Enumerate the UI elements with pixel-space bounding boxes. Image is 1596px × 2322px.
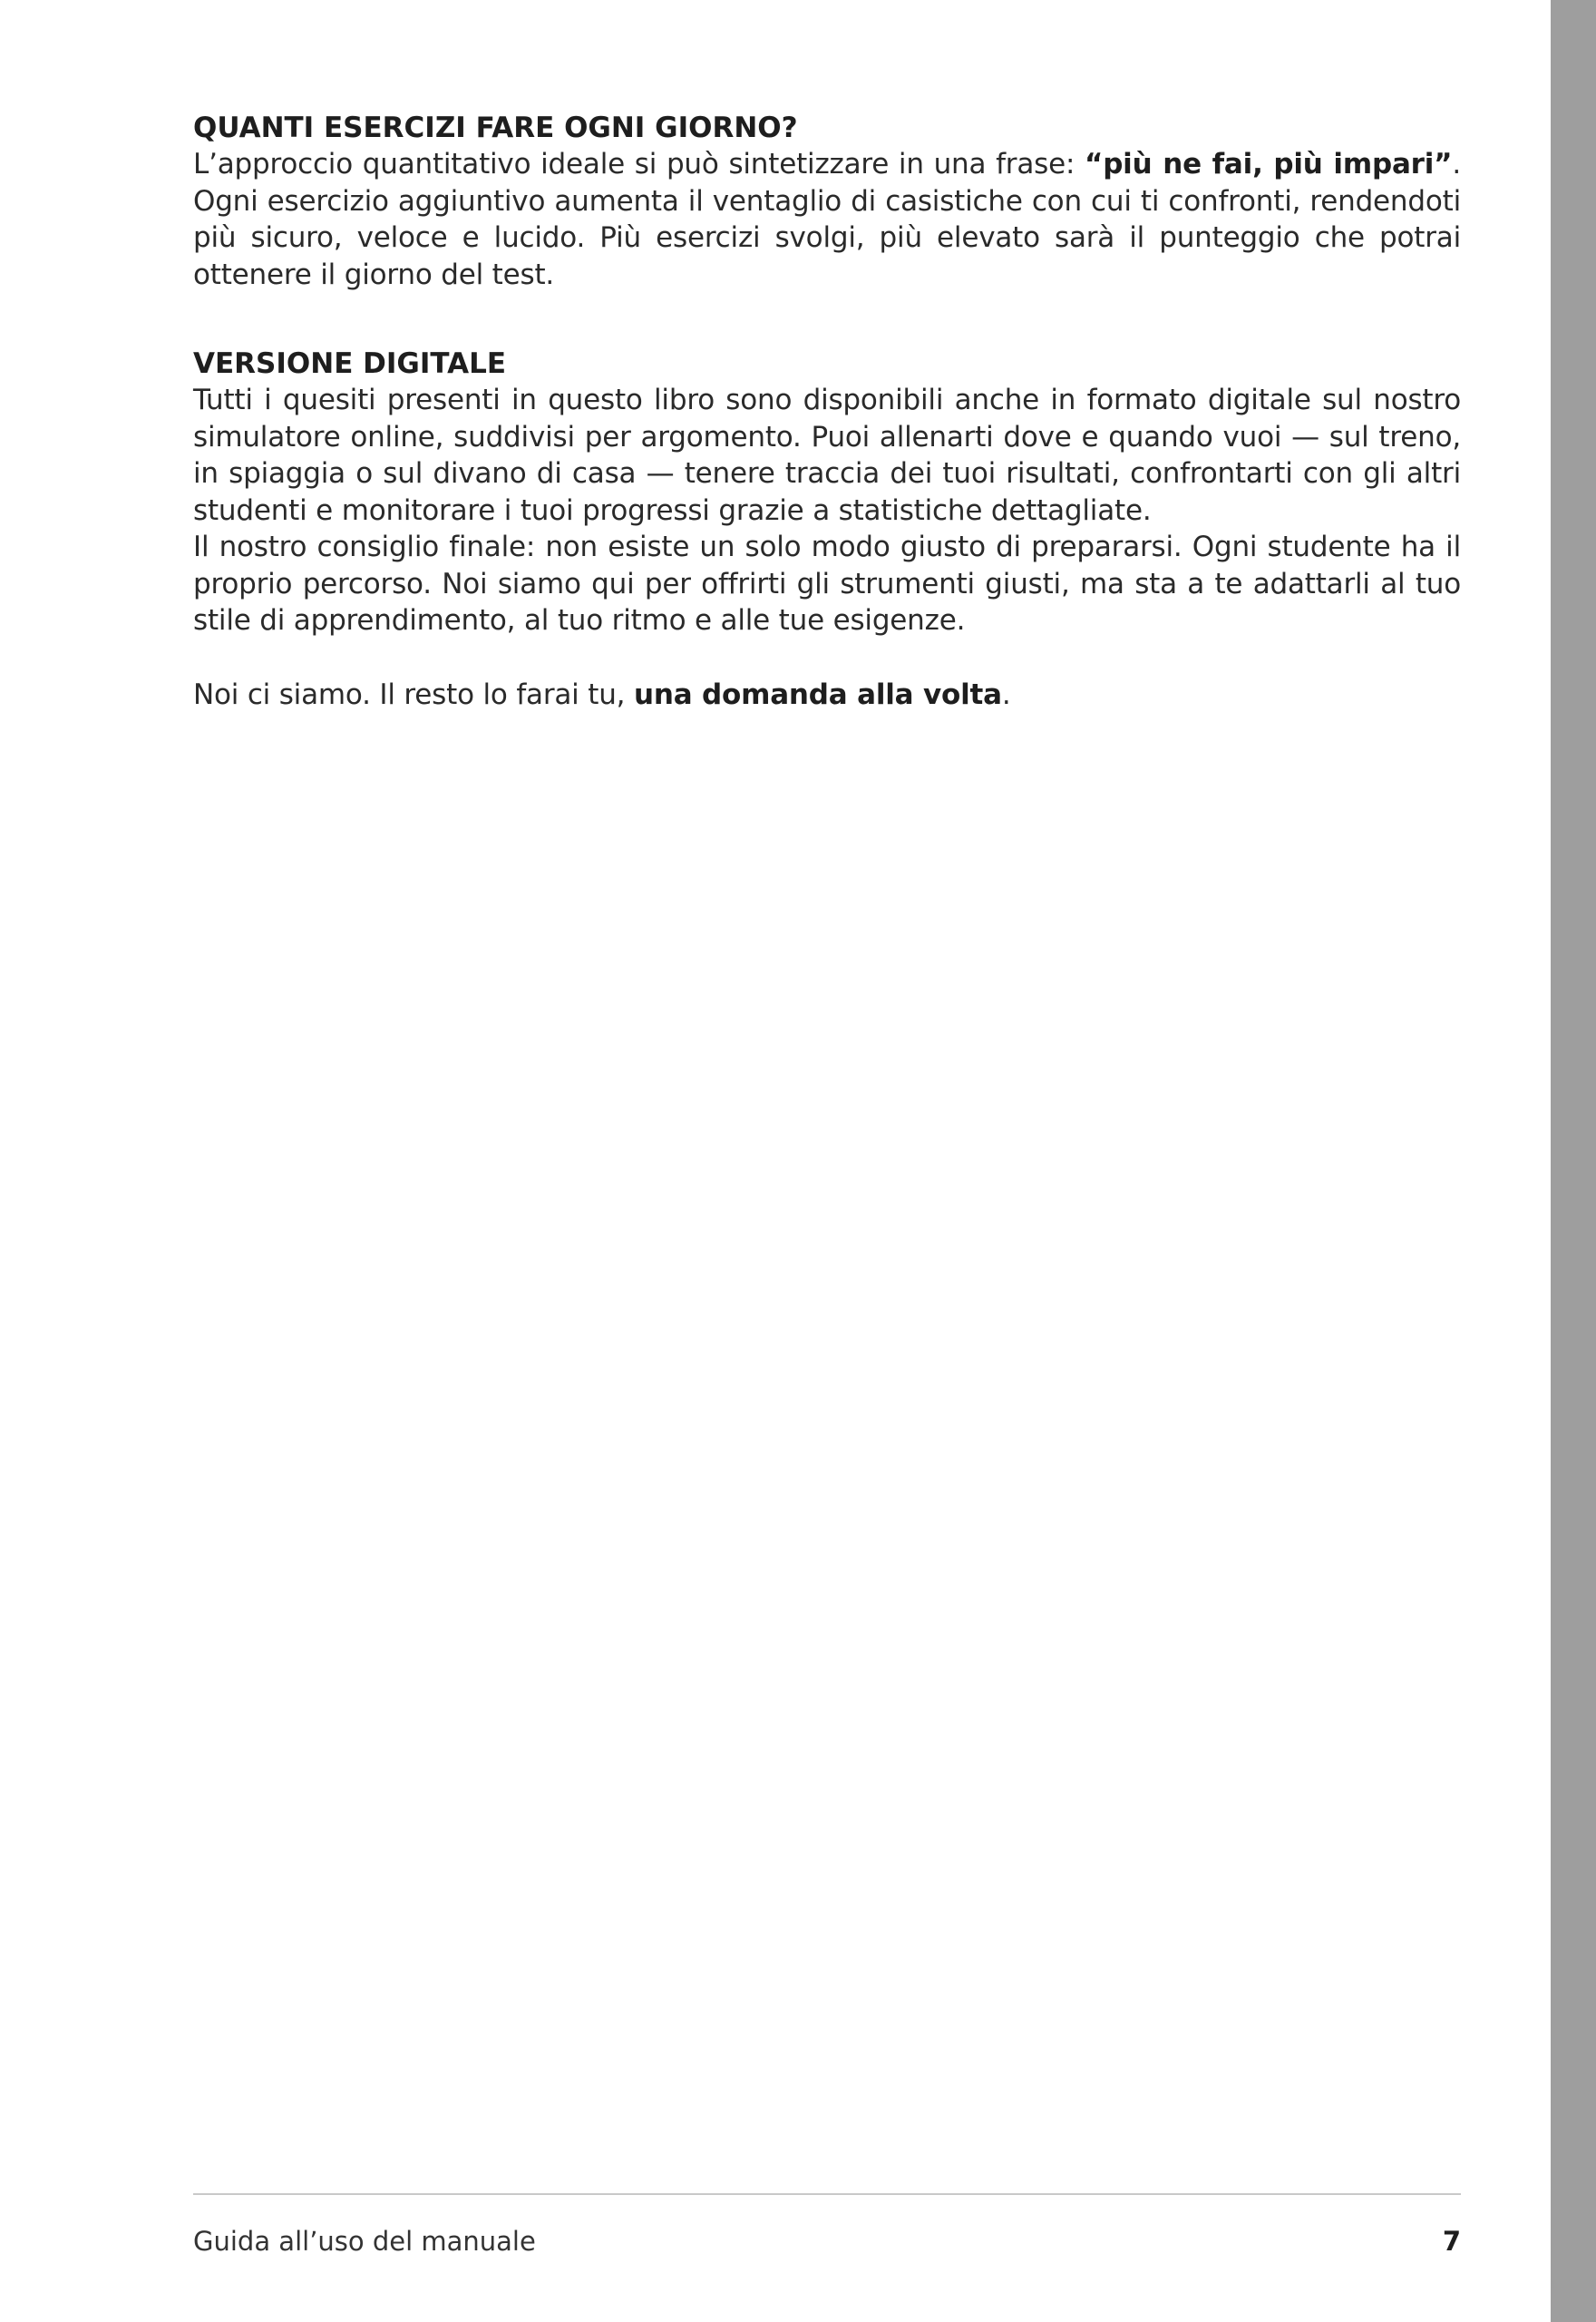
- closing-spacer: [193, 639, 1461, 677]
- closing-line: [193, 677, 1461, 714]
- quote-piu-ne-fai: “più ne fai, più impari”: [1085, 148, 1453, 180]
- paragraph-consiglio: Il nostro consiglio finale: non esiste un solo modo giusto di prepararsi. Ogni studente ha il proprio percorso. Noi siamo qui per offrirti gli strumenti giusti, ma sta a te adattarli al tuo stile di apprendimento, al tuo ritmo e alle tue esigenze.: [193, 531, 1461, 637]
- paragraph-esercizi-intro: L’approccio quantitativo ideale si può sintetizzare in una frase:: [193, 148, 1085, 180]
- section-spacer: [193, 293, 1461, 346]
- section-heading-esercizi: QUANTI ESERCIZI FARE OGNI GIORNO?: [193, 112, 798, 144]
- paragraph-esercizi: [193, 146, 1461, 293]
- page-edge-bar: [1551, 0, 1596, 2322]
- footer-divider: [193, 2193, 1461, 2195]
- closing-line-bold: una domanda alla volta: [633, 678, 1002, 711]
- page-number: 7: [1442, 2226, 1461, 2257]
- footer-title: Guida all’uso del manuale: [193, 2226, 536, 2257]
- paragraph-digitale: Tutti i quesiti presenti in questo libro sono disponibili anche in formato digitale sul nostro simulatore online, suddivisi per argomento. Puoi allenarti dove e quando vuoi — sul treno, in spiaggia o sul divano di casa — tenere traccia dei tuoi risultati, confrontarti con gli altri studenti e monitorare i tuoi progressi grazie a statistiche dettagliate.: [193, 384, 1461, 527]
- section-heading-digitale: VERSIONE DIGITALE: [193, 347, 507, 380]
- closing-line-period: .: [1001, 678, 1011, 711]
- page-content: [193, 110, 1461, 713]
- closing-line-text: Noi ci siamo. Il resto lo farai tu,: [193, 678, 634, 711]
- paragraph-esercizi-rest: . Ogni esercizio aggiuntivo aumenta il ventaglio di casistiche con cui ti confronti, rendendoti più sicuro, veloce e lucido. Più esercizi svolgi, più elevato sarà il punteggio che potrai ottenere il giorno del test.: [193, 148, 1462, 291]
